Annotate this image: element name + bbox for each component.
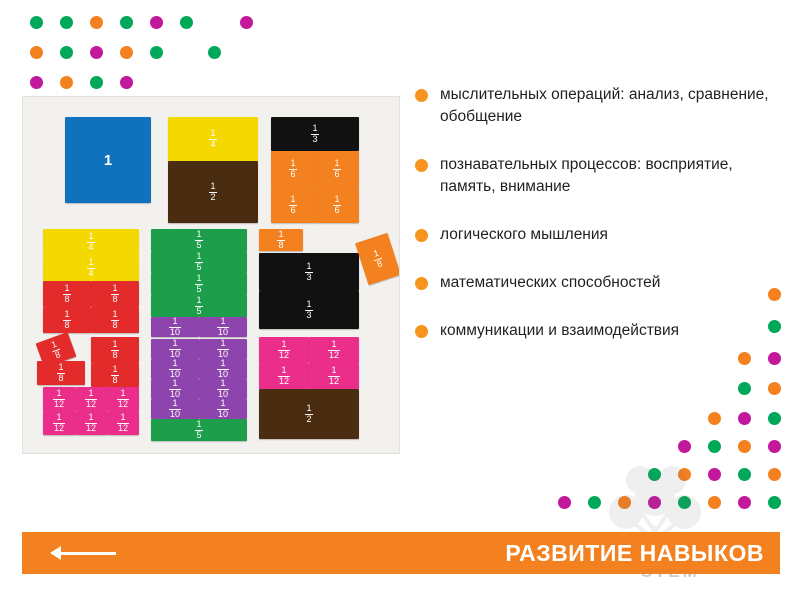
fraction-label <box>305 300 312 320</box>
fraction-tile <box>259 337 309 363</box>
decorative-dot <box>648 496 661 509</box>
fraction-denominator: 8 <box>58 372 64 383</box>
decorative-dot <box>678 468 691 481</box>
bullet-text: мыслительных операций: анализ, сравнение, обобщение <box>440 86 769 125</box>
bullet-text: познавательных процессов: восприятие, память, внимание <box>440 156 733 195</box>
fraction-numerator: 1 <box>217 317 229 327</box>
fraction-tile <box>271 151 315 187</box>
fraction-tile <box>151 419 247 441</box>
fraction-denominator: 8 <box>64 293 70 304</box>
bullet-text: логического мышления <box>440 226 608 243</box>
bullet-dot-icon <box>415 277 428 290</box>
fraction-numerator: 1 <box>112 339 118 350</box>
fraction-label <box>217 339 229 359</box>
fraction-denominator: 12 <box>328 375 339 386</box>
bullet-text: математических способностей <box>440 274 661 291</box>
fraction-numerator: 1 <box>53 413 65 423</box>
fraction-tile <box>259 253 359 291</box>
decorative-dot <box>30 16 43 29</box>
fraction-tile <box>271 187 315 223</box>
fraction-numerator: 1 <box>290 158 296 169</box>
fraction-label <box>195 296 202 316</box>
fraction-denominator: 8 <box>375 257 384 269</box>
fraction-denominator: 8 <box>53 348 62 360</box>
fraction-tile <box>259 389 359 439</box>
fraction-label <box>289 195 296 215</box>
back-arrow-shaft <box>58 552 116 555</box>
fraction-label <box>169 339 181 359</box>
fraction-tile <box>151 317 199 337</box>
fraction-tile <box>151 251 247 273</box>
decorative-dot <box>768 382 781 395</box>
decorative-dot <box>768 496 781 509</box>
fraction-denominator: 4 <box>88 267 94 278</box>
fraction-denominator: 10 <box>169 368 180 379</box>
fraction-label <box>111 340 118 360</box>
fraction-denominator: 8 <box>112 374 118 385</box>
fraction-tile <box>91 363 139 387</box>
fraction-tile <box>355 233 400 285</box>
fraction-numerator: 1 <box>85 389 97 399</box>
fraction-numerator: 1 <box>210 181 216 192</box>
fraction-denominator: 8 <box>64 319 70 330</box>
decorative-dot <box>60 46 73 59</box>
fraction-label <box>87 232 94 252</box>
fraction-label <box>289 159 296 179</box>
fraction-denominator: 6 <box>290 168 296 179</box>
fraction-tile <box>271 117 359 151</box>
fraction-label <box>209 129 216 149</box>
decorative-dot <box>618 496 631 509</box>
decorative-dot <box>738 468 751 481</box>
bullet-item <box>415 84 780 128</box>
fraction-label <box>217 379 229 399</box>
fraction-label <box>277 230 284 250</box>
decorative-dot <box>120 76 133 89</box>
fraction-denominator: 12 <box>278 349 289 360</box>
fraction-tile <box>259 363 309 389</box>
fraction-label <box>328 366 340 386</box>
fraction-label <box>85 389 97 409</box>
fraction-denominator: 8 <box>112 349 118 360</box>
fraction-numerator: 1 <box>112 309 118 320</box>
fraction-tile <box>151 273 247 295</box>
fraction-tile <box>315 151 359 187</box>
fraction-numerator: 1 <box>196 273 202 284</box>
fraction-denominator: 12 <box>278 375 289 386</box>
decorative-dot <box>30 76 43 89</box>
fraction-denominator: 10 <box>217 348 228 359</box>
fraction-denominator: 3 <box>312 133 318 144</box>
decorative-dot <box>240 16 253 29</box>
fraction-denominator: 10 <box>169 326 180 337</box>
bullet-dot-icon <box>415 89 428 102</box>
fraction-numerator: 1 <box>117 413 129 423</box>
fraction-numerator: 1 <box>328 366 340 376</box>
fraction-tile <box>75 411 107 435</box>
fraction-numerator: 1 <box>53 389 65 399</box>
bullet-dot-icon <box>415 325 428 338</box>
fraction-label <box>85 413 97 433</box>
fraction-tile <box>315 187 359 223</box>
fraction-label <box>195 274 202 294</box>
fraction-numerator: 1 <box>334 194 340 205</box>
decorative-dot <box>768 468 781 481</box>
fraction-label <box>169 399 181 419</box>
fraction-denominator: 6 <box>290 204 296 215</box>
fraction-denominator: 12 <box>117 398 128 409</box>
fraction-label <box>209 182 216 202</box>
back-arrow-icon[interactable] <box>50 546 116 560</box>
fraction-label <box>87 258 94 278</box>
fraction-denominator: 10 <box>217 368 228 379</box>
fraction-denominator: 5 <box>196 261 202 272</box>
fraction-label <box>63 284 70 304</box>
decorative-dot <box>738 496 751 509</box>
fraction-denominator: 12 <box>53 398 64 409</box>
fraction-label <box>305 404 312 424</box>
fraction-tile: 1 <box>65 117 151 203</box>
bullet-item <box>415 320 780 342</box>
fraction-denominator: 8 <box>112 293 118 304</box>
fraction-numerator: 1 <box>196 295 202 306</box>
fraction-tile <box>151 295 247 317</box>
fraction-tile <box>91 337 139 363</box>
fraction-tile <box>107 387 139 411</box>
fraction-tile <box>91 281 139 307</box>
fraction-label <box>117 413 129 433</box>
decorative-dot <box>708 440 721 453</box>
fraction-numerator: 1 <box>196 419 202 430</box>
fraction-tile <box>199 399 247 419</box>
fraction-numerator: 1 <box>49 338 59 350</box>
fraction-denominator: 2 <box>210 191 216 202</box>
fraction-label <box>53 389 65 409</box>
decorative-dot <box>768 412 781 425</box>
fraction-tile <box>75 387 107 411</box>
fraction-label <box>111 310 118 330</box>
fraction-label <box>195 230 202 250</box>
fraction-denominator: 5 <box>196 429 202 440</box>
fraction-tile <box>43 387 75 411</box>
fraction-numerator: 1 <box>306 299 312 310</box>
bullet-dot-icon <box>415 159 428 172</box>
fraction-numerator: 1 <box>278 366 290 376</box>
fraction-tile <box>259 229 303 251</box>
fraction-tile <box>151 379 199 399</box>
fraction-numerator: 1 <box>196 251 202 262</box>
fraction-numerator: 1 <box>217 359 229 369</box>
fraction-denominator: 8 <box>278 239 284 250</box>
fraction-label <box>169 317 181 337</box>
fraction-numerator: 1 <box>217 379 229 389</box>
decorative-dot <box>150 46 163 59</box>
fraction-label <box>328 340 340 360</box>
fraction-tile <box>43 307 91 333</box>
decorative-dot <box>208 46 221 59</box>
decorative-dot <box>90 16 103 29</box>
fraction-tile <box>107 411 139 435</box>
fraction-denominator: 5 <box>196 305 202 316</box>
fraction-tile <box>151 339 199 359</box>
fraction-numerator: 1 <box>88 257 94 268</box>
fraction-numerator: 1 <box>58 362 64 373</box>
decorative-dot <box>60 76 73 89</box>
fraction-tile <box>309 363 359 389</box>
fraction-label <box>333 159 340 179</box>
fraction-denominator: 6 <box>334 204 340 215</box>
fraction-numerator: 1 <box>169 359 181 369</box>
fraction-numerator: 1 <box>278 229 284 240</box>
fraction-tile <box>151 359 199 379</box>
fraction-label <box>333 195 340 215</box>
fraction-tiles-photo <box>22 96 400 454</box>
fraction-label <box>217 399 229 419</box>
fraction-label <box>195 420 202 440</box>
decorative-dot <box>708 496 721 509</box>
fraction-label <box>217 359 229 379</box>
bullet-list <box>415 84 780 368</box>
fraction-label <box>217 317 229 337</box>
fraction-denominator: 10 <box>169 388 180 399</box>
fraction-label <box>63 310 70 330</box>
bullet-text: коммуникации и взаимодействия <box>440 322 680 339</box>
fraction-numerator: 1 <box>328 340 340 350</box>
fraction-label <box>278 366 290 386</box>
bullet-item <box>415 272 780 294</box>
decorative-dot <box>738 382 751 395</box>
bullet-item <box>415 154 780 198</box>
fraction-numerator: 1 <box>64 309 70 320</box>
fraction-tile <box>259 291 359 329</box>
fraction-tile <box>91 307 139 333</box>
fraction-numerator: 1 <box>217 399 229 409</box>
fraction-denominator: 10 <box>169 408 180 419</box>
fraction-label <box>305 262 312 282</box>
fraction-denominator: 10 <box>217 388 228 399</box>
fraction-label <box>111 284 118 304</box>
fraction-numerator: 1 <box>278 340 290 350</box>
decorative-dot <box>30 46 43 59</box>
decorative-dot <box>648 468 661 481</box>
decorative-dot <box>738 440 751 453</box>
fraction-numerator: 1 <box>169 379 181 389</box>
fraction-numerator: 1 <box>196 229 202 240</box>
fraction-tile <box>43 281 91 307</box>
fraction-tile <box>43 255 139 281</box>
decorative-dot <box>678 440 691 453</box>
fraction-numerator: 1 <box>290 194 296 205</box>
fraction-numerator: 1 <box>169 399 181 409</box>
decorative-dot <box>150 16 163 29</box>
fraction-tile <box>199 359 247 379</box>
fraction-numerator: 1 <box>372 247 381 259</box>
fraction-numerator: 1 <box>334 158 340 169</box>
decorative-dot <box>558 496 571 509</box>
fraction-label <box>278 340 290 360</box>
fraction-denominator: 10 <box>169 348 180 359</box>
decorative-dot <box>120 16 133 29</box>
fraction-numerator: 1 <box>85 413 97 423</box>
decorative-dot <box>708 468 721 481</box>
fraction-numerator: 1 <box>169 339 181 349</box>
fraction-numerator: 1 <box>117 389 129 399</box>
fraction-numerator: 1 <box>64 283 70 294</box>
decorative-dot <box>180 16 193 29</box>
fraction-denominator: 10 <box>217 408 228 419</box>
fraction-denominator: 12 <box>85 398 96 409</box>
decorative-dot <box>60 16 73 29</box>
fraction-denominator: 12 <box>328 349 339 360</box>
fraction-label <box>117 389 129 409</box>
fraction-numerator: 1 <box>217 339 229 349</box>
fraction-tile <box>199 339 247 359</box>
fraction-numerator: 1 <box>112 364 118 375</box>
fraction-denominator: 5 <box>196 283 202 294</box>
fraction-tile <box>151 229 247 251</box>
fraction-tile <box>309 337 359 363</box>
fraction-label <box>111 365 118 385</box>
fraction-label <box>57 363 64 383</box>
fraction-denominator: 6 <box>334 168 340 179</box>
fraction-numerator: 1 <box>88 231 94 242</box>
fraction-label <box>311 124 318 144</box>
fraction-label <box>49 339 62 360</box>
fraction-label <box>53 413 65 433</box>
fraction-numerator: 1 <box>312 123 318 134</box>
fraction-denominator: 4 <box>88 241 94 252</box>
fraction-tile <box>199 317 247 337</box>
decorative-dot <box>588 496 601 509</box>
fraction-tile <box>168 161 258 223</box>
fraction-denominator: 5 <box>196 239 202 250</box>
footer-title: РАЗВИТИЕ НАВЫКОВ <box>505 539 764 566</box>
decorative-dot <box>738 412 751 425</box>
fraction-label <box>195 252 202 272</box>
fraction-tile <box>168 117 258 161</box>
fraction-denominator: 12 <box>53 422 64 433</box>
decorative-dot <box>678 496 691 509</box>
fraction-tile <box>43 229 139 255</box>
footer-bar <box>22 532 780 574</box>
fraction-label <box>372 248 385 269</box>
fraction-denominator: 4 <box>210 138 216 149</box>
fraction-denominator: 12 <box>117 422 128 433</box>
decorative-dot <box>120 46 133 59</box>
fraction-numerator: 1 <box>210 128 216 139</box>
bullet-item <box>415 224 780 246</box>
decorative-dot <box>708 412 721 425</box>
fraction-numerator: 1 <box>306 261 312 272</box>
fraction-denominator: 3 <box>306 271 312 282</box>
decorative-dot <box>768 440 781 453</box>
fraction-numerator: 1 <box>169 317 181 327</box>
decorative-dot <box>90 76 103 89</box>
fraction-tile <box>43 411 75 435</box>
decorative-dot <box>90 46 103 59</box>
bullet-dot-icon <box>415 229 428 242</box>
fraction-numerator: 1 <box>112 283 118 294</box>
fraction-denominator: 3 <box>306 309 312 320</box>
fraction-denominator: 8 <box>112 319 118 330</box>
fraction-numerator: 1 <box>306 403 312 414</box>
fraction-denominator: 10 <box>217 326 228 337</box>
fraction-label <box>169 359 181 379</box>
fraction-tile <box>199 379 247 399</box>
fraction-denominator: 2 <box>306 413 312 424</box>
fraction-tile <box>151 399 199 419</box>
fraction-denominator: 12 <box>85 422 96 433</box>
fraction-label <box>169 379 181 399</box>
fraction-tile <box>37 361 85 385</box>
